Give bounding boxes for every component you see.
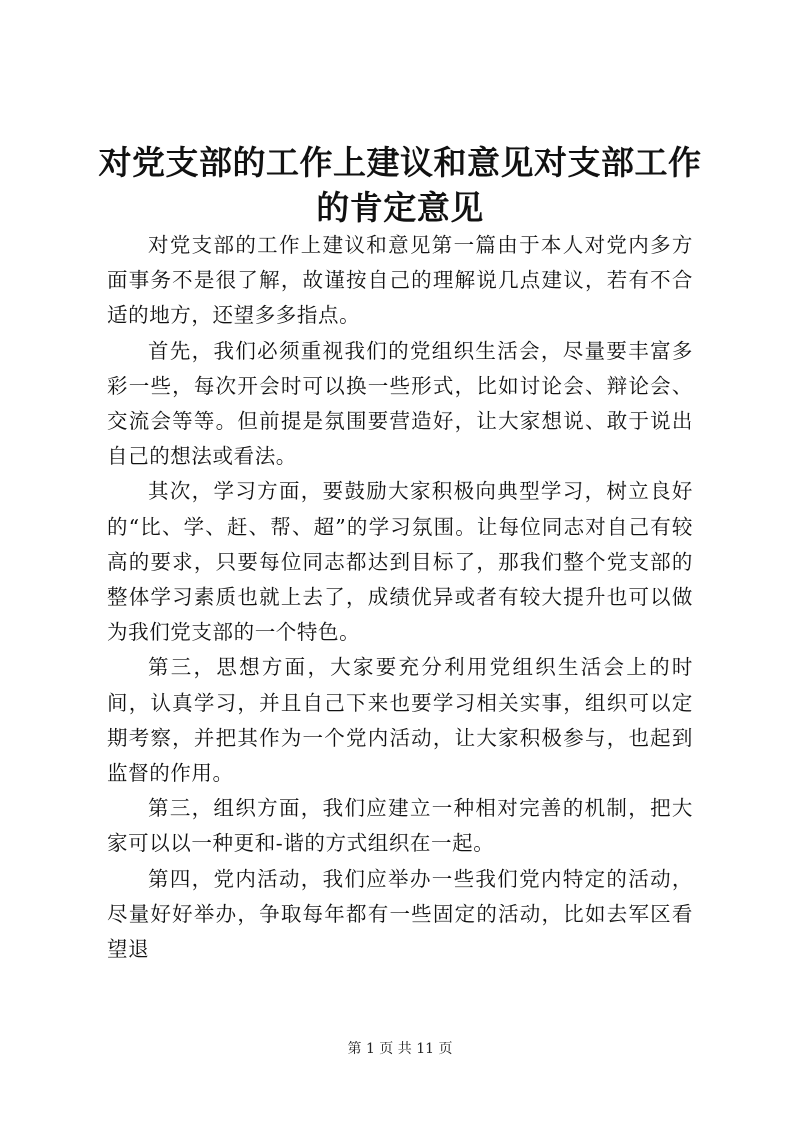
paragraph-second: 其次，学习方面，要鼓励大家积极向典型学习，树立良好的“比、学、赶、帮、超”的学习氛围。让每位同志对自己有较高的要求，只要每位同志都达到目标了，那我们整个党支部的整体学习素质也就上去了，成绩优异或者有较大提升也可以做为我们党支部的一个特色。: [107, 479, 693, 645]
paragraph-third-thought: 第三，思想方面，大家要充分利用党组织生活会上的时间，认真学习，并且自己下来也要学习相关实事，组织可以定期考察，并把其作为一个党内活动，让大家积极参与，也起到监督的作用。: [107, 655, 693, 786]
paragraph-first: 首先，我们必须重视我们的党组织生活会，尽量要丰富多彩一些，每次开会时可以换一些形式，比如讨论会、辩论会、交流会等等。但前提是氛围要营造好，让大家想说、敢于说出自己的想法或看法。: [107, 338, 693, 469]
paragraph-fourth: 第四，党内活动，我们应举办一些我们党内特定的活动，尽量好好举办，争取每年都有一些固定的活动，比如去军区看望退: [107, 866, 693, 962]
document-title: 对党支部的工作上建议和意见对支部工作的肯定意见: [98, 143, 702, 227]
paragraph-third-organization: 第三，组织方面，我们应建立一种相对完善的机制，把大家可以以一种更和-谐的方式组织在一起。: [107, 796, 693, 856]
paragraph-intro: 对党支部的工作上建议和意见第一篇由于本人对党内多方面事务不是很了解，故谨按自己的理解说几点建议，若有不合适的地方，还望多多指点。: [107, 233, 693, 328]
page-footer: 第 1 页 共 11 页: [347, 1041, 453, 1057]
document-body: [107, 228, 693, 967]
